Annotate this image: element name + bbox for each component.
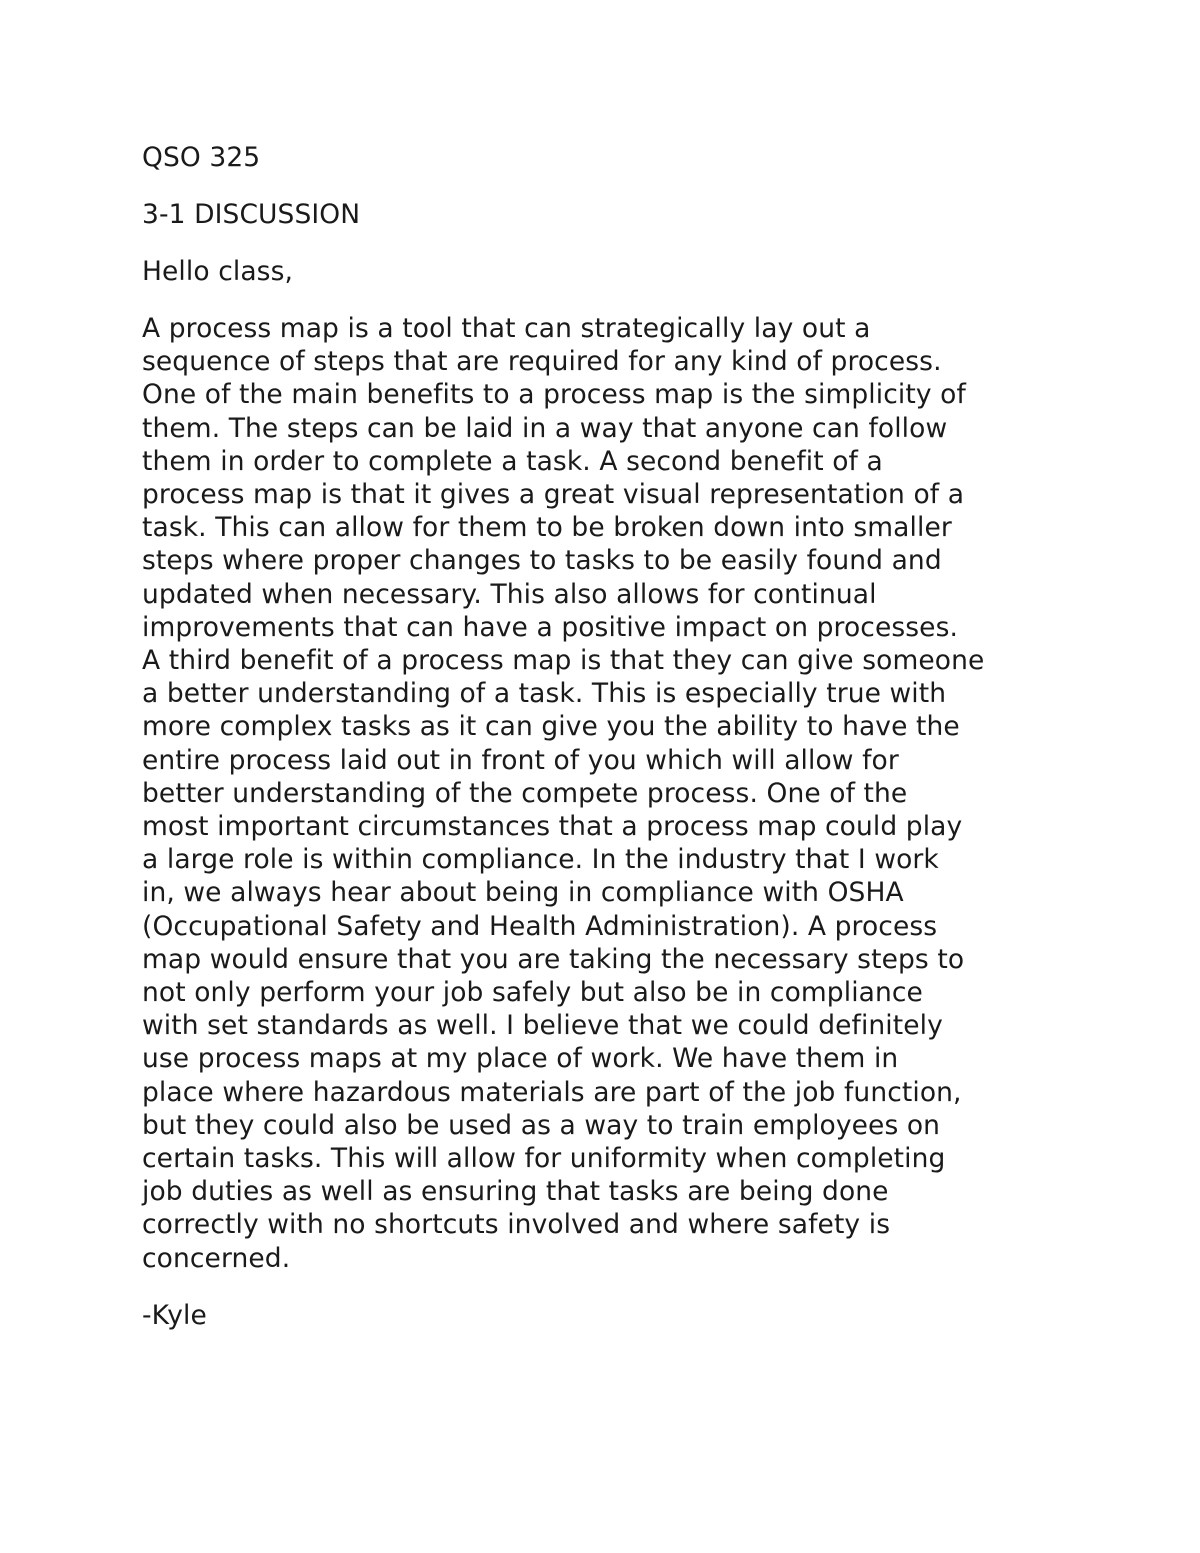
body-line: process map is that it gives a great visual representation of a bbox=[142, 479, 965, 511]
body-line: steps where proper changes to tasks to be easily found and bbox=[142, 545, 942, 577]
greeting: Hello class, bbox=[142, 256, 293, 287]
assignment-title: 3-1 DISCUSSION bbox=[142, 199, 361, 230]
body-line: A process map is a tool that can strategically lay out a bbox=[142, 313, 871, 344]
body-line: updated when necessary. This also allows for continual bbox=[142, 578, 877, 610]
body-line: a better understanding of a task. This is especially true with bbox=[142, 678, 947, 710]
body-line: A third benefit of a process map is that they can give someone bbox=[142, 645, 985, 677]
body-line: task. This can allow for them to be broken down into smaller bbox=[142, 512, 952, 544]
signature: -Kyle bbox=[142, 1299, 207, 1331]
body-line: use process maps at my place of work. We have them in bbox=[142, 1043, 899, 1075]
document-content bbox=[142, 141, 1102, 1332]
body-line: them in order to complete a task. A second benefit of a bbox=[142, 445, 883, 477]
body-line: One of the main benefits to a process map is the simplicity of bbox=[142, 379, 966, 411]
body-line: them. The steps can be laid in a way that anyone can follow bbox=[142, 412, 948, 444]
body-line: most important circumstances that a process map could play bbox=[142, 811, 963, 843]
body-line: not only perform your job safely but also be in compliance bbox=[142, 977, 923, 1009]
body-line: certain tasks. This will allow for uniformity when completing bbox=[142, 1143, 946, 1175]
body-line: correctly with no shortcuts involved and where safety is bbox=[142, 1209, 891, 1241]
body-line: entire process laid out in front of you which will allow for bbox=[142, 744, 899, 776]
body-line: job duties as well as ensuring that tasks are being done bbox=[142, 1176, 889, 1208]
body-line: a large role is within compliance. In the industry that I work bbox=[142, 844, 939, 876]
body-line: improvements that can have a positive impact on processes. bbox=[142, 611, 959, 643]
body-line: but they could also be used as a way to train employees on bbox=[142, 1109, 941, 1141]
body-line: more complex tasks as it can give you the ability to have the bbox=[142, 711, 960, 743]
body-line: with set standards as well. I believe that we could definitely bbox=[142, 1010, 943, 1042]
body-line: better understanding of the compete process. One of the bbox=[142, 777, 908, 809]
discussion-body bbox=[142, 312, 1102, 1275]
body-line: in, we always hear about being in compliance with OSHA bbox=[142, 877, 904, 909]
body-line: concerned. bbox=[142, 1242, 291, 1274]
body-line: (Occupational Safety and Health Administration). A process bbox=[142, 910, 938, 942]
body-line: place where hazardous materials are part of the job function, bbox=[142, 1076, 962, 1108]
body-line: map would ensure that you are taking the necessary steps to bbox=[142, 943, 965, 975]
body-line: sequence of steps that are required for any kind of process. bbox=[142, 346, 942, 378]
course-code: QSO 325 bbox=[142, 142, 261, 173]
